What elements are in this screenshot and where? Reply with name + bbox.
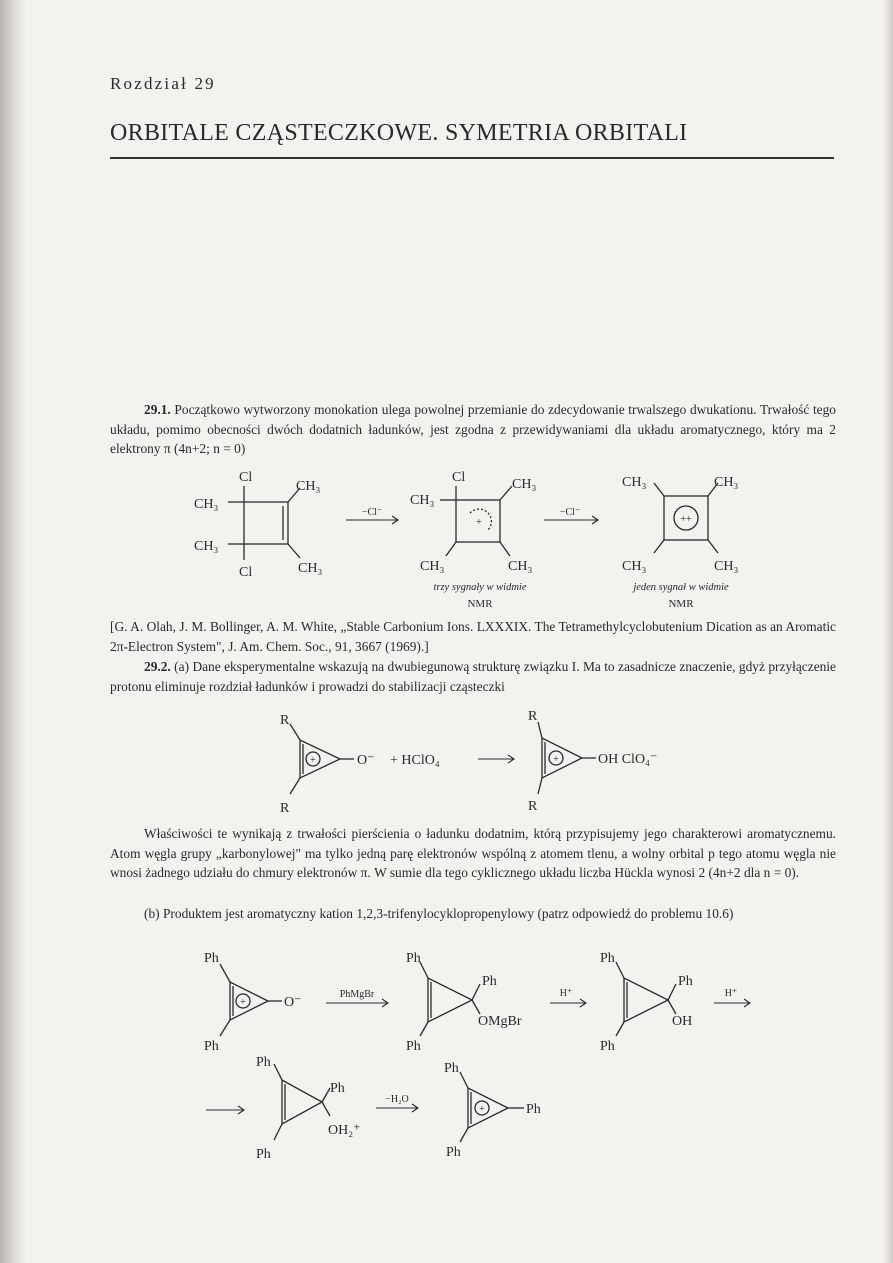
cyclopropenone-structure xyxy=(290,724,354,794)
ch3-label-left-top: CH₃ xyxy=(194,497,219,512)
h-plus-label-1: H⁺ xyxy=(559,988,573,999)
ph-label-11: Ph xyxy=(256,1147,271,1162)
r-label-4: R xyxy=(528,799,538,814)
o-minus-label-2: O⁻ xyxy=(284,995,302,1010)
ch3-label-dication-2: CH₃ xyxy=(714,475,739,490)
cl-label-bottom: Cl xyxy=(239,565,253,580)
ch3-label-dication-3: CH₃ xyxy=(622,559,647,574)
ph-label-10: Ph xyxy=(330,1081,345,1096)
hydroxycyclopropenium-structure xyxy=(538,722,596,794)
arrow-2-label: −Cl⁻ xyxy=(559,507,581,518)
ring-charge-1: + xyxy=(310,755,316,766)
paragraph-29-2a-continued: Właściwości te wynikają z trwałości pierścienia o ładunku dodatnim, którą przypisujemy jego charakterowi aromatycznemu. Atom węgla grupy „karbonylowej" ma tylko jedną parę elektronów wspólną z atomem tlenu, a wolny orbital p tego atomu węgla nie wnosi żadnego udziału do chmury elektronów π. W sumie dla tego cyklicznego układu liczba Hückla wynosi 2 (4n+2 dla n = 0). xyxy=(110,826,836,880)
ch3-label-right-top: CH₃ xyxy=(296,479,321,494)
ph-label-12: Ph xyxy=(444,1061,459,1076)
ph-label-1: Ph xyxy=(204,951,219,966)
problem-number-29-2: 29.2. xyxy=(144,659,171,674)
ch3-label-monocation-3: CH₃ xyxy=(420,559,445,574)
ch3-label-monocation-4: CH₃ xyxy=(508,559,533,574)
ch3-label-dication-4: CH₃ xyxy=(714,559,739,574)
r-label-2: R xyxy=(280,801,290,816)
h-plus-label-2: H⁺ xyxy=(724,988,738,999)
caption-nmr-2: NMR xyxy=(668,598,694,610)
oh2-plus-label: OH₂⁺ xyxy=(328,1123,361,1138)
oh-clo4-label: OH ClO₄⁻ xyxy=(598,752,658,767)
problem-number-29-1: 29.1. xyxy=(144,402,171,417)
ring-charge-4: + xyxy=(479,1104,485,1115)
r-label-1: R xyxy=(280,713,290,728)
ph-label-5: Ph xyxy=(406,1039,421,1054)
ph-label-8: Ph xyxy=(600,1039,615,1054)
chapter-title: ORBITALE CZĄSTECZKOWE. SYMETRIA ORBITALI xyxy=(110,120,688,146)
ch3-label-monocation-1: CH₃ xyxy=(410,493,435,508)
paragraph-29-1-text: Początkowo wytworzony monokation ulega powolnej przemianie do zdecydowanie trwalszego dwukationu. Trwałość tego układu, pomimo obecności dwóch dodatnich ładunków, jest zgodna z przewidywaniami dla układu aromatycznego, który ma 2 elektrony π (4n+2; n = 0) xyxy=(110,402,836,456)
paragraph-29-2a xyxy=(110,657,836,696)
ph-label-13: Ph xyxy=(526,1102,541,1117)
ch3-label-monocation-2: CH₃ xyxy=(512,477,537,492)
dication-charge: ++ xyxy=(680,514,692,525)
phmgbr-label: PhMgBr xyxy=(339,989,375,1000)
ph-label-7: Ph xyxy=(678,974,693,989)
monocation-charge: + xyxy=(476,517,482,528)
minus-h2o-label: −H₂O xyxy=(385,1094,409,1105)
oh-label: OH xyxy=(672,1014,693,1029)
r-label-3: R xyxy=(528,709,538,724)
arrow-1-label: −Cl⁻ xyxy=(361,507,383,518)
cyclobutene-structure xyxy=(228,486,300,560)
o-minus-label: O⁻ xyxy=(357,753,375,768)
paragraph-29-2a-text: (a) Dane eksperymentalne wskazują na dwubiegunową strukturę związku I. Ma to zasadnicze znaczenie, gdyż przyłączenie protonu eliminuje rozdział ładunków i prowadzi do stabilizacji cząsteczki xyxy=(110,659,836,694)
plus-hclo4-label: + HClO₄ xyxy=(390,753,440,768)
ch3-label-right-bottom: CH₃ xyxy=(298,561,323,576)
ph-label-3: Ph xyxy=(406,951,421,966)
ph-label-4: Ph xyxy=(482,974,497,989)
omgbr-label: OMgBr xyxy=(478,1014,522,1029)
cl-label-top: Cl xyxy=(239,470,253,485)
caption-three-signals: trzy sygnały w widmie xyxy=(433,582,527,593)
cl-label-monocation: Cl xyxy=(452,470,466,485)
caption-nmr-1: NMR xyxy=(467,598,493,610)
ch3-label-left-bottom: CH₃ xyxy=(194,539,219,554)
ch3-label-dication-1: CH₃ xyxy=(622,475,647,490)
ph-label-14: Ph xyxy=(446,1145,461,1160)
paragraph-29-2b: (b) Produktem jest aromatyczny kation 1,2,3-trifenylocyklopropenylowy (patrz odpowiedź do problemu 10.6) xyxy=(144,906,734,921)
reference-29-1: [G. A. Olah, J. M. Bollinger, A. M. White, „Stable Carbonium Ions. LXXXIX. The Tetramethylcyclobutenium Dication as an Aromatic 2π-Electron System", J. Am. Chem. Soc., 91, 3667 (1969).] xyxy=(110,619,836,654)
chapter-label: Rozdział 29 xyxy=(110,74,216,93)
ph-label-9: Ph xyxy=(256,1055,271,1070)
ring-charge-3: + xyxy=(240,997,246,1008)
ph-label-2: Ph xyxy=(204,1039,219,1054)
ring-charge-2: + xyxy=(553,754,559,765)
ph-label-6: Ph xyxy=(600,951,615,966)
caption-one-signal: jeden sygnał w widmie xyxy=(633,582,729,593)
